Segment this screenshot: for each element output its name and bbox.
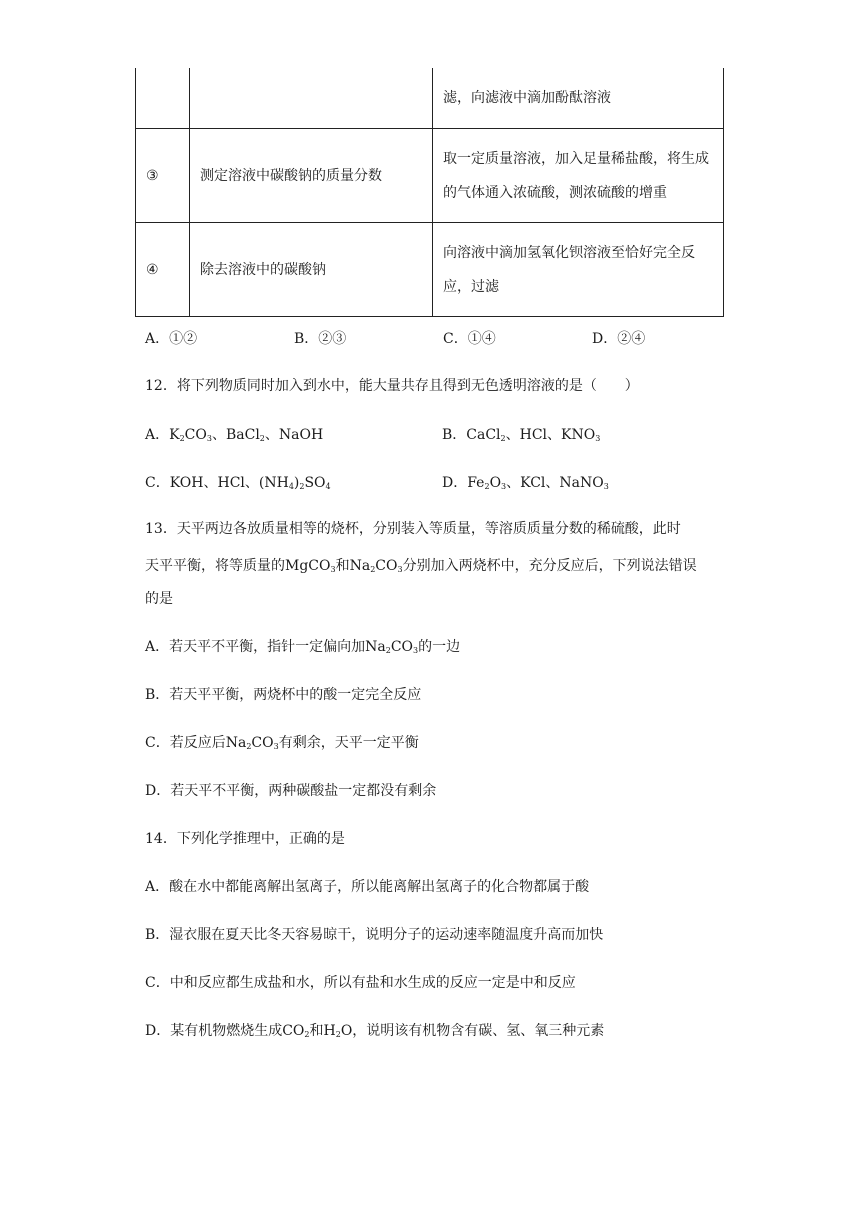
table-row bbox=[136, 129, 724, 223]
row-purpose bbox=[190, 68, 433, 129]
option-b: B．②③ bbox=[294, 331, 347, 347]
q13-option-b: B．若天平平衡，两烧杯中的酸一定完全反应 bbox=[145, 687, 422, 703]
table-row bbox=[136, 223, 724, 317]
q14-stem: 14．下列化学推理中，正确的是 bbox=[145, 831, 345, 847]
q13-stem-line2: 天平平衡，将等质量的MgCO$_3$和$Na_2CO_3$分别加入两烧杯中，充分反应后，下列说法错误 bbox=[145, 558, 697, 574]
row-method: 取一定质量溶液，加入足量稀盐酸，将生成的气体通入浓硫酸，测浓硫酸的增重 bbox=[433, 129, 724, 223]
q12-option-b: B．CaCl$_2$、HCl、$KNO_3$ bbox=[442, 427, 601, 443]
row-number bbox=[136, 68, 190, 129]
q13-option-a: A．若天平不平衡，指针一定偏向加$Na_2CO_3$的一边 bbox=[145, 639, 461, 655]
experiment-table bbox=[135, 68, 724, 317]
row-method: 向溶液中滴加氢氧化钡溶液至恰好完全反应，过滤 bbox=[433, 223, 724, 317]
row-number: ③ bbox=[136, 129, 190, 223]
option-c: C．①④ bbox=[443, 331, 496, 347]
q12-stem: 12．将下列物质同时加入到水中，能大量共存且得到无色透明溶液的是（ ） bbox=[145, 378, 639, 394]
q14-option-d: D．某有机物燃烧生成$CO_2$和$H_2O$，说明该有机物含有碳、氢、氧三种元素 bbox=[145, 1023, 605, 1039]
q14-option-a: A．酸在水中都能离解出氢离子，所以能离解出氢离子的化合物都属于酸 bbox=[145, 879, 590, 895]
row-purpose: 测定溶液中碳酸钠的质量分数 bbox=[190, 129, 433, 223]
q13-stem-line3: 的是 bbox=[145, 591, 173, 607]
row-method: 滤，向滤液中滴加酚酞溶液 bbox=[433, 68, 724, 129]
q12-option-a: A．$K_2CO_3$、BaCl$_2$、NaOH bbox=[145, 427, 324, 443]
option-d: D．②④ bbox=[592, 331, 646, 347]
option-a: A．①② bbox=[145, 331, 198, 347]
q13-option-d: D．若天平不平衡，两种碳酸盐一定都没有剩余 bbox=[145, 783, 437, 799]
q13-stem-line1: 13．天平两边各放质量相等的烧杯，分别装入等质量，等溶质质量分数的稀硫酸，此时 bbox=[145, 521, 681, 537]
table-row bbox=[136, 68, 724, 129]
q14-option-b: B．湿衣服在夏天比冬天容易晾干，说明分子的运动速率随温度升高而加快 bbox=[145, 927, 604, 943]
row-purpose: 除去溶液中的碳酸钠 bbox=[190, 223, 433, 317]
q12-option-d: D．$Fe_2O_3$、KCl、NaNO$_3$ bbox=[442, 475, 609, 491]
q12-option-c: C．KOH、HCl、$(NH_4)_2SO_4$ bbox=[145, 475, 331, 491]
q13-option-c: C．若反应后$Na_2CO_3$有剩余，天平一定平衡 bbox=[145, 735, 419, 751]
row-number: ④ bbox=[136, 223, 190, 317]
q14-option-c: C．中和反应都生成盐和水，所以有盐和水生成的反应一定是中和反应 bbox=[145, 975, 576, 991]
